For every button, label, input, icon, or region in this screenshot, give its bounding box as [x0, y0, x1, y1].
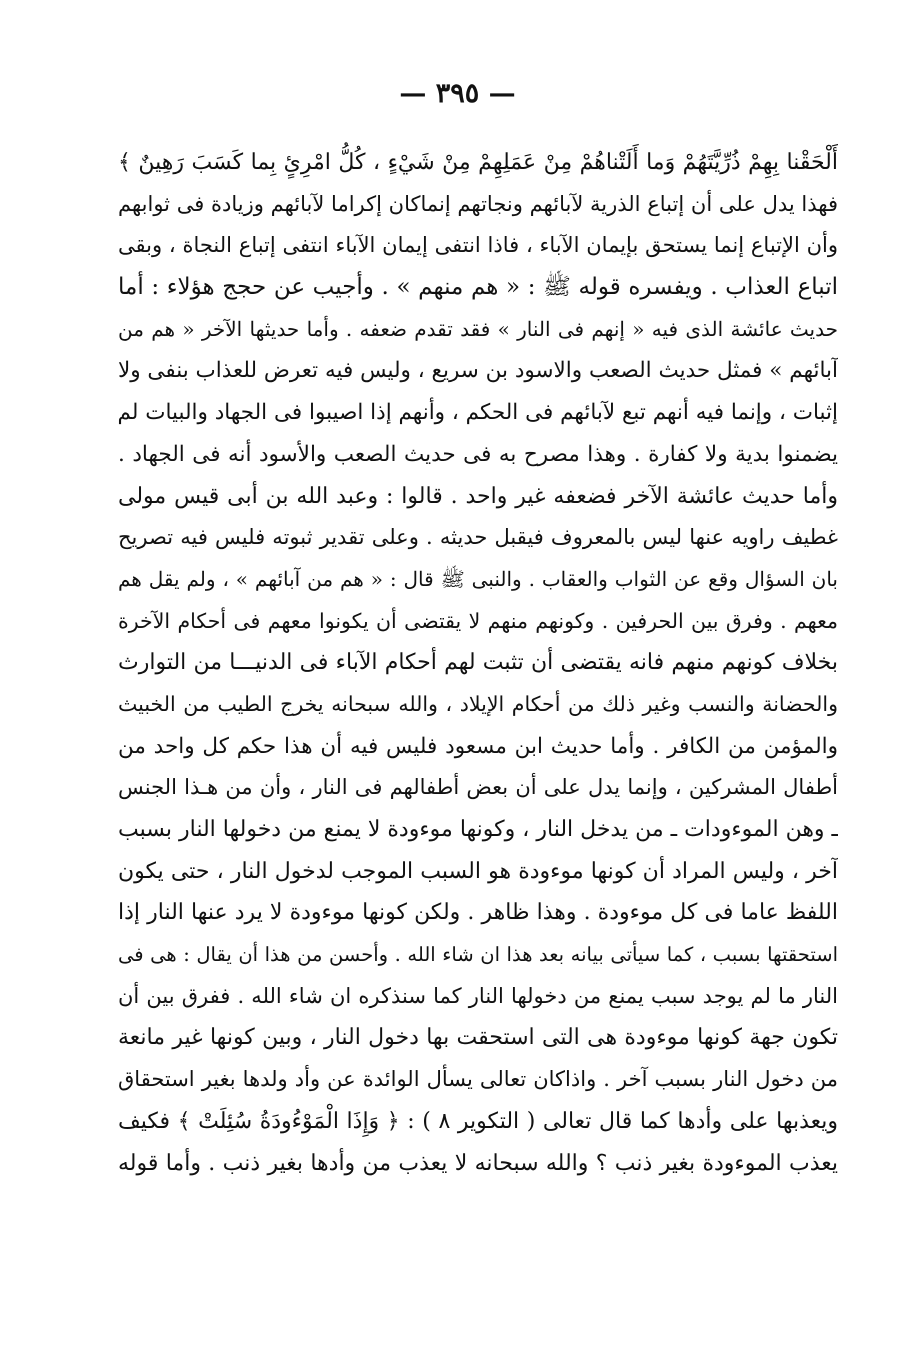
- text-line: النار ما لم يوجد سبب يمنع من دخولها النار كما سنذكره ان شاء الله . ففرق بين أن: [118, 983, 838, 1008]
- text-line: أَلْحَقْنا بِهِمْ ذُرِّيَّتَهُمْ وَما أَلَتْناهُمْ مِنْ عَمَلِهِمْ مِنْ شَيْءٍ ، كُلُّ امْرِئٍ بِما كَسَبَ رَهِينٌ ﴾: [118, 150, 838, 175]
- text-line: أطفال المشركين ، وإنما يدل على أن بعض أطفالهم فى النار ، وأن من هـذا الجنس: [118, 775, 838, 800]
- text-line: اللفظ عاما فى كل موءودة . وهذا ظاهر . ولكن كونها موءودة لا يرد عنها النار إذا: [118, 900, 838, 926]
- text-line: وأن الإتباع إنما يستحق بإيمان الآباء ، فاذا انتفى إيمان الآباء انتفى إتباع النجاة ، وبقى: [118, 233, 838, 258]
- body-text: [118, 142, 838, 1184]
- text-line: ـ وهن الموءودات ـ من يدخل النار ، وكونها موءودة لا يمنع من دخولها النار بسبب: [118, 817, 838, 842]
- text-line: يضمنوا بدية ولا كفارة . وهذا مصرح به فى حديث الصعب والأسود أنه فى الجهاد .: [118, 441, 838, 467]
- text-line: معهم . وفرق بين الحرفين . وكونهم منهم لا يقتضى أن يكونوا معهم فى أحكام الآخرة: [118, 608, 838, 633]
- text-line: من دخول النار بسبب آخر . واذاكان تعالى يسأل الوائدة عن وأد ولدها بغير استحقاق: [118, 1067, 838, 1092]
- text-line: بان السؤال وقع عن الثواب والعقاب . والنبى ﷺ قال : « هم من آبائهم » ، ولم يقل هم: [118, 566, 838, 591]
- text-line: والمؤمن من الكافر . وأما حديث ابن مسعود فليس فيه أن هذا حكم كل واحد من: [118, 733, 838, 759]
- text-line: حديث عائشة الذى فيه « إنهم فى النار » فقد تقدم ضعفه . وأما حديثها الآخر « هم من: [118, 316, 838, 341]
- text-line: والحضانة والنسب وغير ذلك من أحكام الإيلاد ، والله سبحانه يخرج الطيب من الخبيث: [118, 691, 838, 716]
- text-line: يعذب الموءودة بغير ذنب ؟ والله سبحانه لا يعذب من وأدها بغير ذنب . وأما قوله: [118, 1150, 838, 1176]
- text-line: بخلاف كونهم منهم فانه يقتضى أن تثبت لهم أحكام الآباء فى الدنيـــا من التوارث: [118, 650, 838, 676]
- text-line: آبائهم » فمثل حديث الصعب والاسود بن سريع ، وليس فيه تعرض للعذاب بنفى ولا: [118, 358, 838, 384]
- text-line: وأما حديث عائشة الآخر فضعفه غير واحد . قالوا : وعبد الله بن أبى قيس مولى: [118, 483, 838, 509]
- text-line: آخر ، وليس المراد أن كونها موءودة هو السبب الموجب لدخول النار ، حتى يكون: [118, 858, 838, 884]
- text-line: ويعذبها على وأدها كما قال تعالى ( التكوير ٨ ) : ﴿ وَإِذَا الْمَوْءُودَةُ سُئِلَتْ ﴾ فكيف: [118, 1108, 838, 1134]
- page-number: — ٣٩٥ —: [399, 78, 516, 109]
- text-line: غطيف راويه عنها ليس بالمعروف فيقبل حديثه . وعلى تقدير ثبوته فليس فيه تصريح: [118, 525, 838, 550]
- text-line: فهذا يدل على أن إتباع الذرية لآبائهم ونجاتهم إنماكان إكراما لآبائهم وزيادة فى ثوابهم: [118, 191, 838, 216]
- text-line: اتباع العذاب . ويفسره قوله ﷺ : « هم منهم » . وأجيب عن حجج هؤلاء : أما: [118, 274, 838, 301]
- text-line: تكون جهة كونها موءودة هى التى استحقت بها دخول النار ، وبين كونها غير مانعة: [118, 1025, 838, 1051]
- text-line: إثبات ، وإنما فيه أنهم تبع لآبائهم فى الحكم ، وأنهم إذا اصيبوا فى الجهاد والبيات لم: [118, 400, 838, 426]
- text-line: استحقتها بسبب ، كما سيأتى بيانه بعد هذا ان شاء الله . وأحسن من هذا أن يقال : هى فى: [118, 943, 838, 967]
